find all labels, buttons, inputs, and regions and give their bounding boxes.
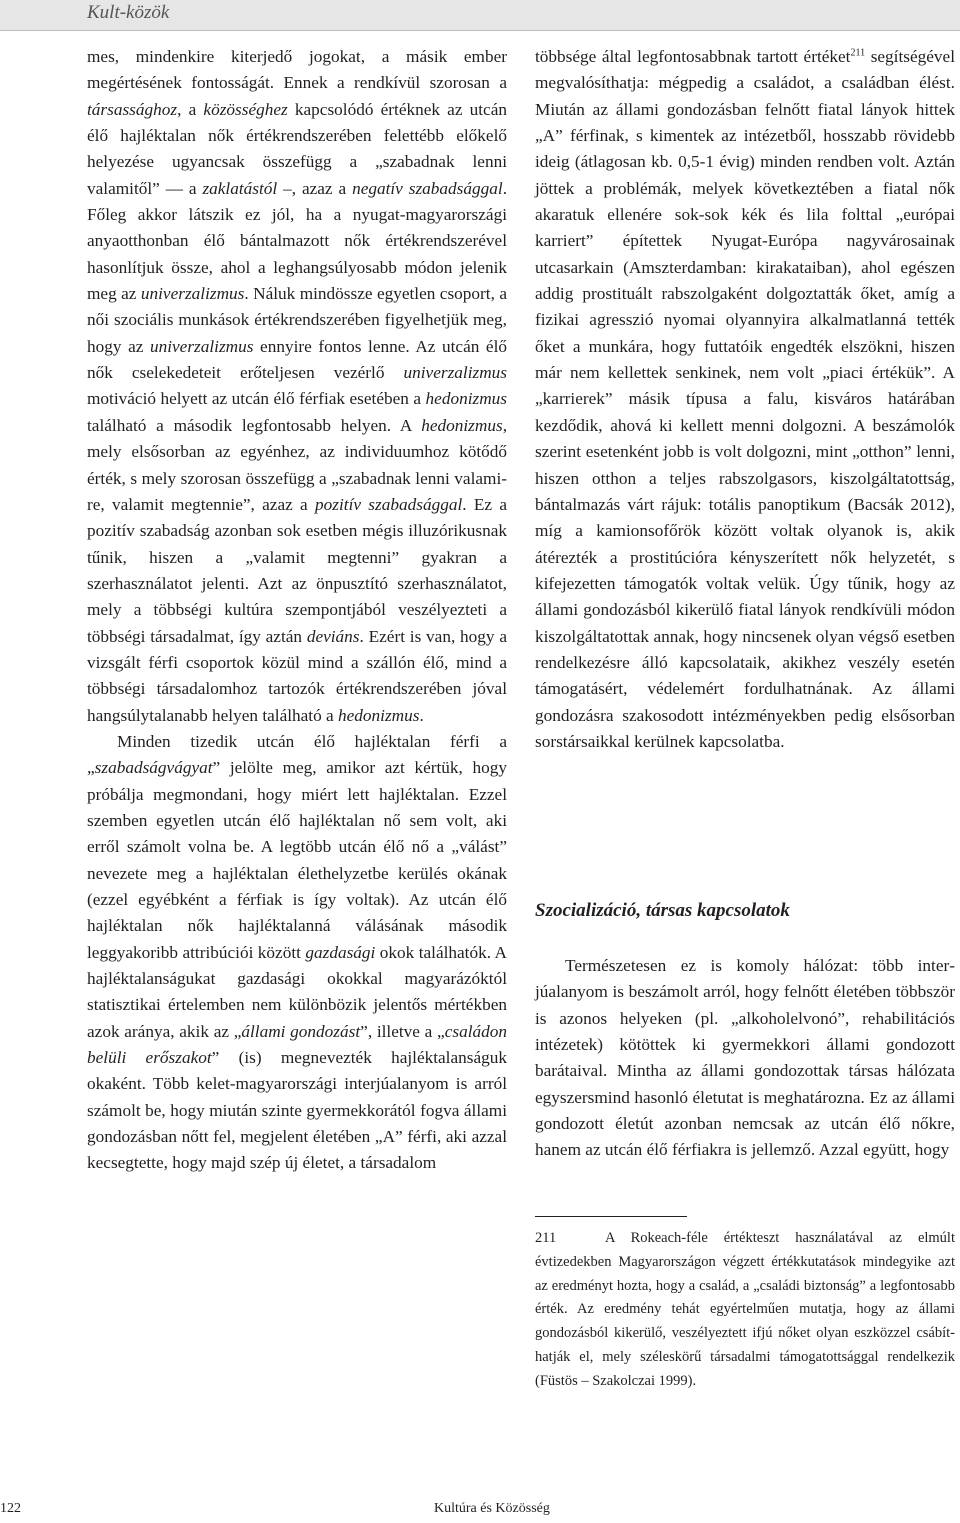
footnote-text: A Rokeach-féle értékteszt használatával az elmúlt évtizedekben Magyarországon végzett értékkutatások mindegyike azt az eredményt hozta, hogy a család, a „családi biztonság” a legfontosabb érték. Az eredmény tehát egyértelműen mutatja, hogy az állami gondozásból kikerülő, veszélyeztett ifjú nőket olyan eszközzel csábíthatják el, mely széleskörű társadalmi támogatottsággal rendelkezik (Füstös – Szakolczai 1999).	[535, 1230, 955, 1389]
text-run: , a	[177, 99, 204, 119]
emphasized-term: szabadságvágyat	[94, 758, 213, 778]
text-run: . Ez a pozitív szabadság azonban sok esetben mégis illuzórikusnak tűnik, hiszen a „valamit megtenni” gyakran a szerhasználatot jelenti. Azt az önpusztító szerhasználatot, mely a többségi kultúra szempontjából veszélyezteti a többségi társadalmat, így aztán	[87, 494, 507, 646]
text-run: mes, mindenkire kiterjedő jogokat, a másik ember megértésének fontosságát. Ennek a rendkívül szorosan a	[87, 47, 507, 93]
left-column	[87, 44, 507, 1177]
emphasized-term: állami gondozást	[241, 1021, 361, 1041]
emphasized-term: hedonizmus	[425, 389, 507, 409]
emphasized-term: hedonizmus	[421, 415, 503, 435]
emphasized-term: közösséghez	[203, 99, 288, 119]
footnote	[535, 1227, 955, 1394]
paragraph	[87, 44, 507, 729]
section-body	[535, 953, 955, 1164]
text-run: található a második legfontosabb helyen. A	[87, 415, 422, 435]
page-number: 122	[0, 1501, 21, 1516]
emphasized-term: univerzalizmus	[403, 363, 507, 383]
text-run: –, azaz a	[277, 178, 353, 198]
text-run: ” (is) megnevezték hajléktalanságuk okaként. Több kelet-magyarországi interjúalanyom is arról számolt be, hogy miután szinte gyermekkorától fogva állami gondozásban nőtt fel, megjelent életében „A” férfi, aki azzal kecsegtette, hogy majd szép új életet, a társadalom	[87, 1048, 508, 1173]
text-run: . Főleg akkor látszik ez jól, ha a nyugat-magyarországi anyaotthonban élő bántalmazott nők értékrendszerével hasonlítjuk össze, ahol a leghangsúlyosabb módon jelenik meg az	[87, 178, 507, 304]
text-run: , mely elsősorban az egyénhez, az individuumhoz kötődő érték, s mely szorosan összefügg a „szabadnak lenni valamire, valamit megtennie”, azaz a	[87, 415, 507, 514]
text-run: kapcsolódó értéknek az utcán élő hajléktalan nők értékrendszerében felettébb előkelő helyezése ugyancsak összefügg a „szabadnak lenni valamitől” — a	[87, 99, 507, 198]
emphasized-term: univerzalizmus	[140, 284, 245, 304]
footnote-number: 211	[535, 1230, 557, 1246]
right-column	[535, 44, 955, 755]
text-run: Minden tizedik utcán élő hajléktalan férfi a „	[87, 731, 507, 778]
emphasized-term: zaklatástól	[202, 178, 278, 198]
footnote-reference: 211	[850, 47, 866, 59]
paragraph	[87, 729, 507, 1177]
running-header	[0, 0, 960, 31]
text-run: ennyire fontos lenne. Az utcán élő nők cselekedeteit erőteljesen vezérlő	[87, 336, 507, 383]
text-run: . Náluk mindössze egyetlen csoport, a női szociális munkások értékrendszerében figyelhetjük meg, hogy az	[87, 284, 507, 356]
footnote-rule	[535, 1216, 687, 1217]
text-run: . Ezért is van, hogy a vizsgált férfi csoportok közül mind a szállón élő, mind a többségi társadalomhoz tartozók értékrendszerében jóval hangsúlytalanabb helyen található a	[87, 626, 507, 725]
section-heading: Szocializáció, társas kapcsolatok	[535, 900, 790, 921]
text-run: többsége által legfontosabbnak tartott értéket	[535, 47, 851, 66]
emphasized-term: hedonizmus	[338, 705, 420, 725]
emphasized-term: családon belüli erőszakot	[87, 1021, 507, 1068]
text-run: ”, illetve a „	[360, 1021, 445, 1041]
emphasized-term: univerzalizmus	[149, 336, 254, 356]
journal-name: Kultúra és Közösség	[434, 1501, 550, 1516]
emphasized-term: pozitív szabadsággal	[315, 494, 463, 514]
emphasized-term: negatív szabadsággal	[352, 178, 503, 198]
emphasized-term: deviáns	[306, 626, 360, 646]
emphasized-term: gazdasági	[305, 942, 376, 962]
text-run: ” jelölte meg, amikor azt kértük, hogy próbálja megmondani, hogy miért lett hajléktalan. Ezzel szemben egyetlen utcán élő hajléktalan nő sem volt, aki erről számolt volna be. A legtöbb utcán élő nő a „válást” nevezete meg a hajléktalan élethelyzetbe kerülés okának (ezzel egyébként a férfiak is így voltak). Az utcán élő hajléktalan nők hajléktalanná válásának második leggyakoribb attribúciói között	[87, 758, 507, 962]
text-run: .	[419, 705, 424, 725]
emphasized-term: társassághoz	[87, 99, 178, 119]
paragraph	[535, 44, 955, 755]
text-run: motiváció helyett az utcán élő férfiak esetében a	[87, 389, 426, 409]
text-run: segítségével megvalósíthatja: mégpedig a családot, a családban élést. Miután az állami gondozásban felnőtt fiatal lányok hittek „A” férfinak, s kimentek az intézetből, hosszabb rövidebb ideig (átlagosan kb. 0,5-1 évig) minden rendben volt. Aztán jöttek a problémák, melyek következtében a fiatal nők akaratuk ellenére sok-sok kék és lila folttal „európai karriert” építettek Nyugat-Európa nagyvárosainak utcasarkain (Amszterdamban: kirakataiban), ahol egészen addig prostituált rabszolgaként dolgoztatták őket, amíg a fizikai agresszió nyomai olyannyira alkalmatlanná tették őket a munkára, hogy futtatóik engedték elszökni, hiszen már nem kellettek senkinek, nem volt „piaci értékük”. A „karrierek” másik típusa a falu, kisváros határában kezdődik, ahová ki kellett menni dolgozni. A beszámolók szerint esetenként jobb is volt dolgozni, mint „otthon” lenni, hiszen otthon a teljes rabszolgasors, kiszolgáltatottság, bántalmazás várt rájuk: totális panoptikum (Bacsák 2012), míg a kamionsofőrök között voltak olyanok is, akik átérezték a prostitúcióra kényszerített nők helyzetét, s kifejezetten támogatók voltak velük. Úgy tűnik, hogy az állami gondozásból kikerülő fiatal lányok rendkívüli módon kiszolgáltatottak annak, hogy nincsenek olyan végső esetben rendelkezésre álló kapcsolataik, akikhez veszély esetén támogatásért, védelemért fordulhatnának. Az állami gondozásra szakosodott intézményekben pedig elsősorban sorstársaikkal kerülnek kapcsolatba.	[535, 47, 955, 751]
paragraph: Természetesen ez is komoly hálózat: több interjúalanyom is beszámolt arról, hogy felnőtt életében többször is azonos helyeken (pl. „alkoholelvonó”, rehabilitációs intézetek) kötöttek ki gyermekkori állami gondozott barátaival. Mintha az állami gondozottak társas hálózata egyszersmind hasonló életutat is meghatározna. Ez az állami gondozott életút azonban nemcsak az utcán élő nőkre, hanem az utcán élő férfiakra is jellemző. Azzal együtt, hogy	[535, 956, 955, 1160]
text-run: okok találhatók. A hajléktalanságukat gazdasági okokkal magyarázóktól statisztikai értelemben nem különbözik jelentős mértékben azok aránya, akik az „	[87, 942, 507, 1041]
section-title: Kult-közök	[87, 2, 170, 23]
